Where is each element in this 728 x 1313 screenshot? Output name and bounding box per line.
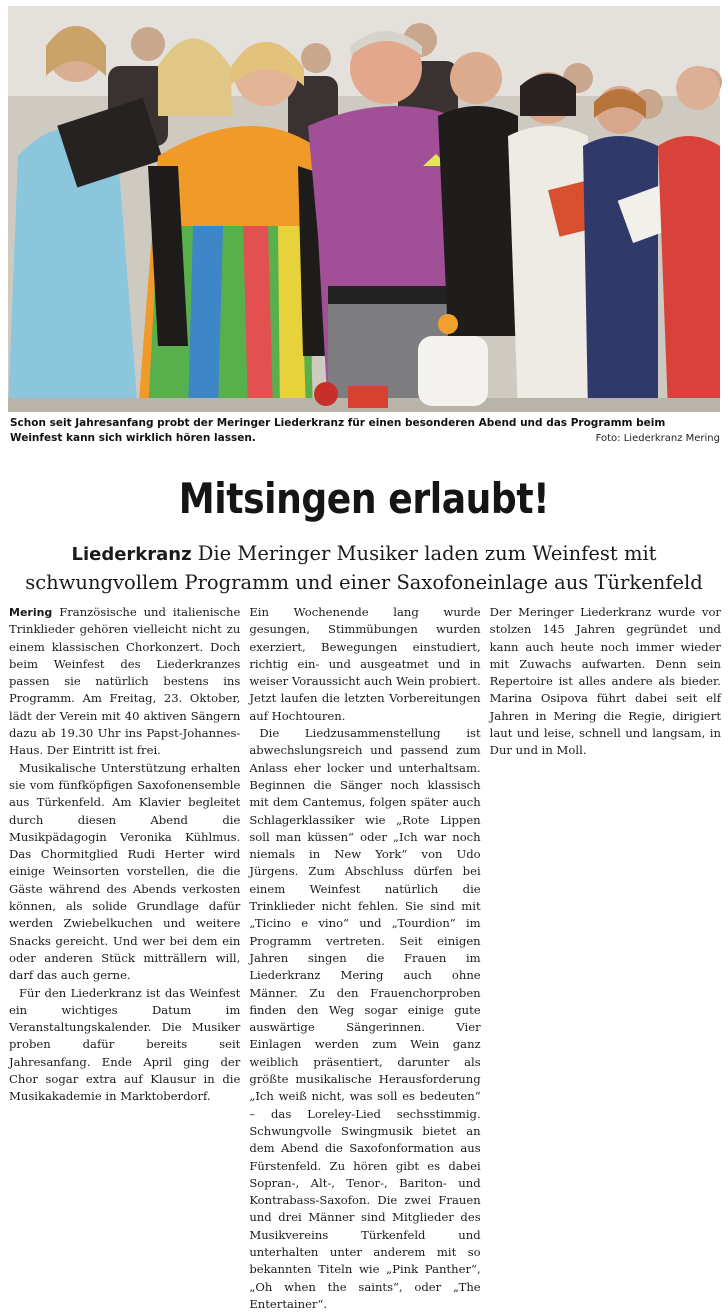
choir-photo-illustration [8, 6, 720, 412]
paragraph-1 [9, 604, 240, 760]
paragraph-1-text: Französische und italienische Trinklieder gehören vielleicht nicht zu einem klassischen Chorkonzert. Doch beim Weinfest des Liederkranzes passen sie natürlich bestens ins Programm. Am Freitag, 23. Oktober, lädt der Verein mit 40 aktiven Sängern dazu ab 19.30 Uhr ins Papst-Johannes-Haus. Der Eintritt ist frei. [9, 605, 241, 758]
paragraph-4: Ein Wochenende lang wurde gesungen, Stimmübungen wurden exerziert, Bewegungen einstudiert, richtig ein- und ausgeatmet und in weiser Voraussicht auch Wein probiert. Jetzt laufen die letzten Vorbereitungen auf Hochtouren. [249, 605, 481, 723]
paragraph-3: Für den Liederkranz ist das Weinfest ein wichtiges Datum im Veranstaltungskalender. Die Musiker proben dafür bereits seit Jahresanfang. Ende April ging der Chor sogar extra auf Klausur in die Musikakademie in Marktoberdorf. [9, 985, 241, 1104]
subheadline-text: Die Meringer Musiker laden zum Weinfest mit schwungvollem Programm und einer Saxofoneinlage aus Türkenfeld [25, 542, 703, 594]
dateline: Mering [9, 606, 53, 619]
article-body [9, 604, 721, 1311]
photo-caption: Schon seit Jahresanfang probt der Meringer Liederkranz für einen besonderen Abend und das Programm beim Weinfest kann sich wirklich hören lassen. [10, 417, 666, 444]
paragraph-6: Der Meringer Liederkranz wurde vor stolzen 145 Jahren gegründet und kann auch heute noch immer wieder mit Zuwachs aufwarten. Denn sein Repertoire ist alles andere als bieder. Marina Osipova führt dabei seit elf Jahren in Mering die Regie, dirigiert laut und leise, schnell und langsam, in Dur und in Moll. [489, 605, 721, 758]
paragraph-5: Die Liedzusammenstellung ist abwechslungsreich und passend zum Anlass eher locker und unterhaltsam. Beginnen die Sänger noch klassisch mit dem Cantemus, folgen später auch Schlagerklassiker wie „Rote Lippen soll man küssen“ oder „Ich war noch niemals in New York“ von Udo Jürgens. Zum Abschluss dürfen bei einem Weinfest natürlich die Trinklieder nicht fehlen. Sie sind mit „Ticino e vino“ und „Tourdion“ im Programm vertreten. Seit einigen Jahren singen die Frauen im Liederkranz Mering auch ohne Männer. Zu den Frauenchorproben finden den Weg sogar einige gute auswärtige Sängerinnen. Vier Einlagen werden zum Wein ganz weiblich präsentiert, darunter als größte musikalische Herausforderung „Ich weiß nicht, was soll es bedeuten“ – das Loreley-Lied sechsstimmig. Schwungvolle Swingmusik bietet an dem Abend die Saxofonformation aus Fürstenfeld. Zu hören gibt es dabei Sopran-, Alt-, Tenor-, Bariton- und Kontrabass-Saxofon. Die zwei Frauen und drei Männer sind Mitglieder des Musikvereins Türkenfeld und unterhalten unter anderem mit so bekannten Titeln wie „Pink Panther“, „Oh when the saints“, oder „The Entertainer“. [249, 726, 481, 1311]
column-1 [9, 604, 241, 1104]
column-3 [490, 604, 721, 1072]
column-2 [249, 604, 481, 1311]
subheadline-kicker: Liederkranz [71, 544, 192, 565]
subheadline [14, 540, 714, 597]
choir-photo [8, 6, 720, 412]
photo-credit: Foto: Liederkranz Mering [595, 433, 720, 444]
headline: Mitsingen erlaubt! [178, 474, 550, 523]
paragraph-2: Musikalische Unterstützung erhalten sie vom fünfköpfigen Saxofonensemble aus Türkenfeld. Am Klavier begleitet durch diesen Abend die Musikpädagogin Veronika Kühlmus. Das Chormitglied Rudi Herter wird einige Weinsorten vorstellen, die die Gäste während des Abends verkosten können, als solide Grundlage dafür werden Zwiebelkuchen und weitere Snacks gereicht. Und wer bei dem ein oder anderen Stück mitträllern will, darf das auch gerne. [9, 760, 241, 983]
